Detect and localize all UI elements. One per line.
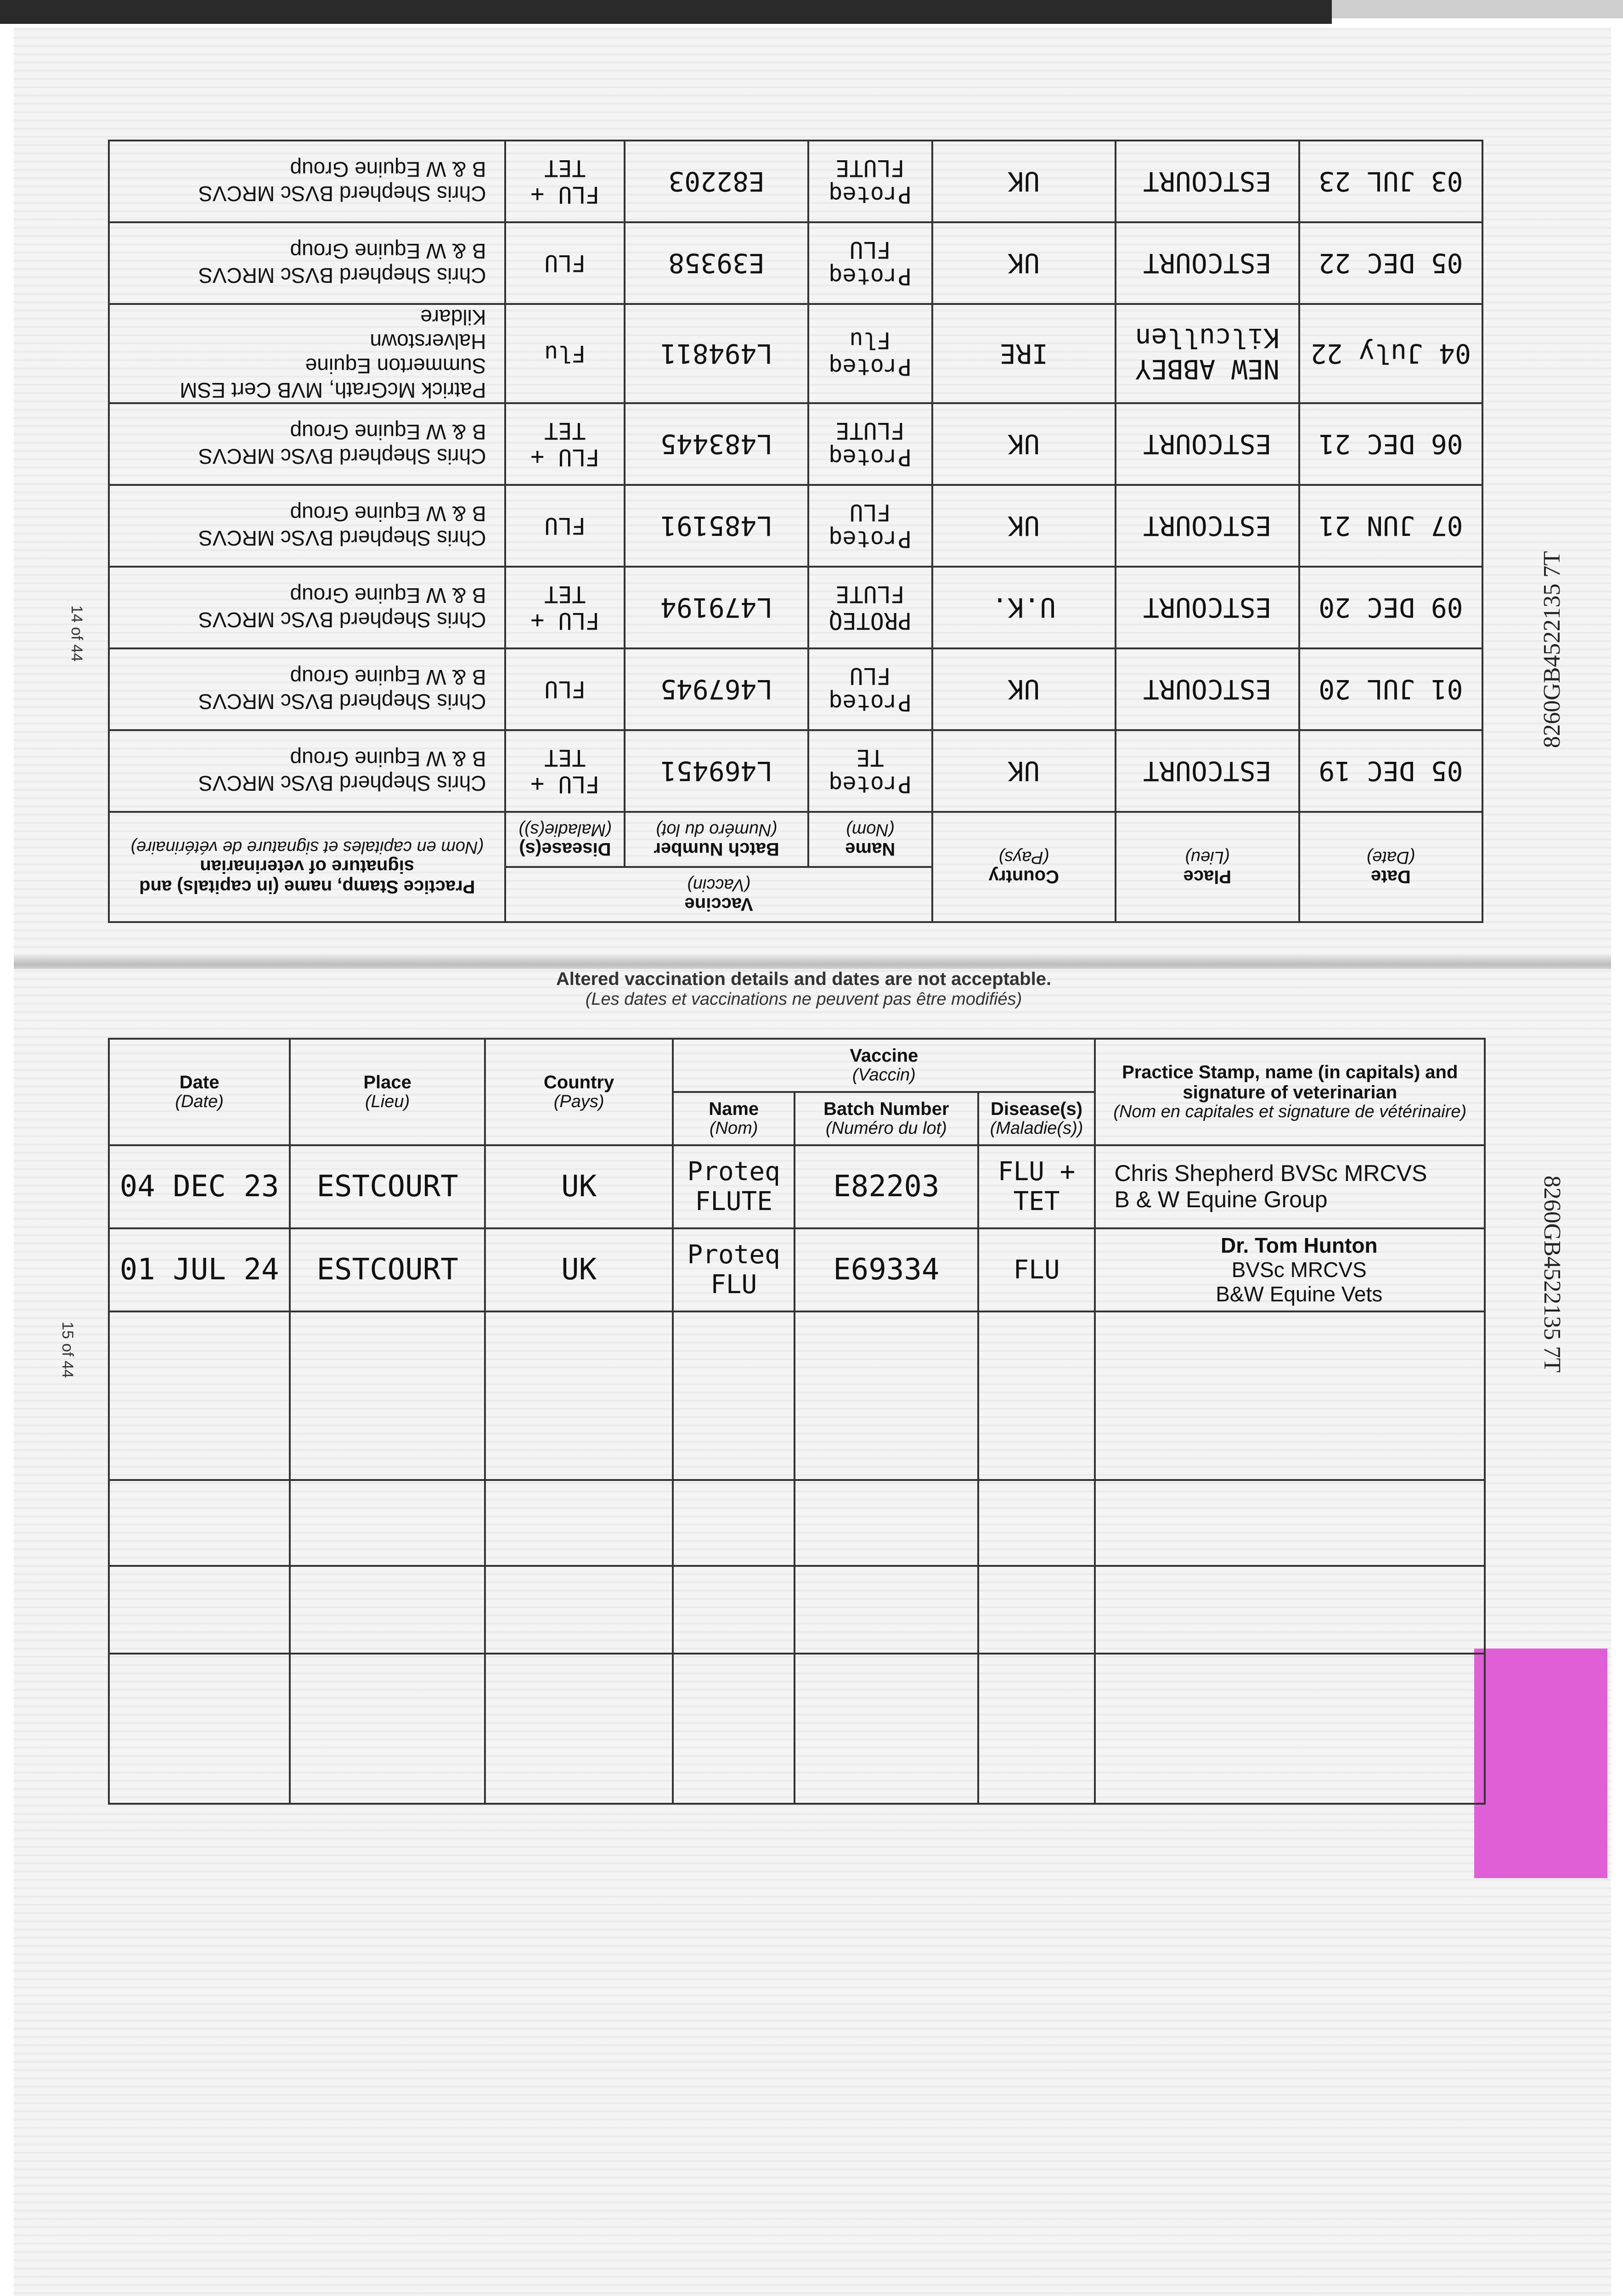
p14-stamp-cell: Chris Shepherd BVSc MRCVS B & W Equine Group	[109, 222, 505, 304]
table-row	[109, 1566, 1485, 1654]
p15-batch-cell	[795, 1654, 978, 1804]
p14-country-cell: U.K.	[932, 567, 1116, 648]
p14-date-cell: 03 JUL 23	[1299, 141, 1482, 222]
p15-disease-cell	[978, 1566, 1095, 1654]
table-row	[109, 222, 1482, 304]
p15-stamp-cell	[1095, 1228, 1485, 1311]
p14-disease-cell: Flu	[505, 304, 625, 403]
p15-header-date: Date (Date)	[109, 1039, 290, 1145]
p14-disease-cell: FLU	[505, 648, 625, 730]
p15-place-cell	[290, 1654, 485, 1804]
p15-disease-cell	[978, 1311, 1095, 1480]
p14-country-cell: IRE	[932, 304, 1116, 403]
p14-country-cell: UK	[932, 222, 1116, 304]
p14-date-cell: 05 DEC 19	[1299, 730, 1482, 812]
p14-batch-cell: L467945	[625, 648, 808, 730]
p15-stamp-cell	[1095, 1145, 1485, 1228]
p15-batch-cell: E69334	[795, 1228, 978, 1311]
table-row	[109, 1311, 1485, 1480]
p14-date-cell: 05 DEC 22	[1299, 222, 1482, 304]
p15-disease-cell	[978, 1654, 1095, 1804]
p15-batch-cell	[795, 1480, 978, 1565]
p14-header-country: Country (Pays)	[932, 812, 1116, 922]
p15-date-cell	[109, 1480, 290, 1565]
page14-number: 14 of 44	[68, 605, 85, 662]
p15-name-cell: Proteq FLUTE	[673, 1145, 795, 1228]
p14-disease-cell: FLU	[505, 222, 625, 304]
p15-country-cell	[485, 1480, 673, 1565]
p15-batch-cell: E82203	[795, 1145, 978, 1228]
p14-batch-cell: L479194	[625, 567, 808, 648]
p15-name-cell	[673, 1654, 795, 1804]
p14-place-cell: ESTCOURT	[1116, 567, 1299, 648]
p14-batch-cell: L469451	[625, 730, 808, 812]
table-row	[109, 403, 1482, 485]
p14-name-cell: PROTEQ FLUTE	[808, 567, 932, 648]
p15-stamp-cell	[1095, 1311, 1485, 1480]
p15-disease-cell: FLU	[978, 1228, 1095, 1311]
p14-disease-cell: FLU + TET	[505, 730, 625, 812]
p15-place-cell	[290, 1566, 485, 1654]
p14-disease-cell: FLU + TET	[505, 141, 625, 222]
p14-stamp-cell: Chris Shepherd BVSc MRCVS B & W Equine Group	[109, 403, 505, 485]
table-row	[109, 1228, 1485, 1311]
stamp-line: Chris Shepherd BVSc MRCVS	[1114, 1160, 1427, 1186]
p15-name-cell	[673, 1311, 795, 1480]
p15-disease-cell	[978, 1480, 1095, 1565]
notice-fr: (Les dates et vaccinations ne peuvent pas être modifiés)	[585, 990, 1022, 1009]
p15-country-cell	[485, 1654, 673, 1804]
p14-header-name: Name (Nom)	[808, 812, 932, 867]
page15-vaccination-table	[108, 1038, 1486, 1805]
p14-name-cell: Proteq FLUTE	[808, 141, 932, 222]
table-row	[109, 567, 1482, 648]
p14-date-cell: 06 DEC 21	[1299, 403, 1482, 485]
p14-place-cell: ESTCOURT	[1116, 403, 1299, 485]
p14-name-cell: Proteq FLUTE	[808, 403, 932, 485]
p14-place-cell: ESTCOURT	[1116, 648, 1299, 730]
p14-country-cell: UK	[932, 485, 1116, 567]
p14-stamp-cell: Chris Shepherd BVSc MRCVS B & W Equine Group	[109, 567, 505, 648]
p15-date-cell	[109, 1311, 290, 1480]
alteration-notice	[459, 969, 1148, 1009]
p15-header-name: Name (Nom)	[673, 1092, 795, 1145]
page15-number: 15 of 44	[58, 1322, 76, 1378]
p14-country-cell: UK	[932, 730, 1116, 812]
p14-disease-cell: FLU + TET	[505, 403, 625, 485]
p14-header-date: Date (Date)	[1299, 812, 1482, 922]
p15-date-cell	[109, 1654, 290, 1804]
p14-header-disease: Disease(s) (Maladie(s))	[505, 812, 625, 867]
p14-batch-cell: E39358	[625, 222, 808, 304]
p15-header-country: Country (Pays)	[485, 1039, 673, 1145]
p15-country-cell: UK	[485, 1228, 673, 1311]
p14-batch-cell: L494811	[625, 304, 808, 403]
p15-header-batch: Batch Number (Numéro du lot)	[795, 1092, 978, 1145]
page15-serial: 8260GB4522135 7T	[1539, 1176, 1565, 1373]
p14-batch-cell: L483445	[625, 403, 808, 485]
page14-serial: 8260GB4522135 7T	[1539, 551, 1565, 748]
table-row	[109, 485, 1482, 567]
page14-vaccination-table	[108, 140, 1483, 923]
p14-stamp-cell: Chris Shepherd BVSc MRCVS B & W Equine Group	[109, 648, 505, 730]
table-row	[109, 304, 1482, 403]
p14-batch-cell: E82203	[625, 141, 808, 222]
p15-header-place: Place (Lieu)	[290, 1039, 485, 1145]
p14-disease-cell: FLU	[505, 485, 625, 567]
p14-header-batch: Batch Number (Numéro du lot)	[625, 812, 808, 867]
page14-rotated-block	[108, 156, 1483, 923]
p15-stamp-cell	[1095, 1566, 1485, 1654]
p15-date-cell	[109, 1566, 290, 1654]
scanner-top-edge	[0, 0, 1623, 18]
p15-disease-cell: FLU + TET	[978, 1145, 1095, 1228]
p14-place-cell: ESTCOURT	[1116, 141, 1299, 222]
p14-stamp-cell: Chris Shepherd BVSc MRCVS B & W Equine Group	[109, 485, 505, 567]
p15-country-cell	[485, 1566, 673, 1654]
p14-date-cell: 07 JUN 21	[1299, 485, 1482, 567]
stamp-line: B&W Equine Vets	[1216, 1282, 1383, 1306]
p14-country-cell: UK	[932, 648, 1116, 730]
table-row	[109, 1654, 1485, 1804]
p15-place-cell: ESTCOURT	[290, 1145, 485, 1228]
notice-en: Altered vaccination details and dates are not acceptable.	[556, 969, 1052, 989]
p14-place-cell: ESTCOURT	[1116, 730, 1299, 812]
stamp-line: Dr. Tom Hunton	[1220, 1233, 1378, 1257]
p15-place-cell	[290, 1480, 485, 1565]
p14-name-cell: Proteq TE	[808, 730, 932, 812]
p15-date-cell: 04 DEC 23	[109, 1145, 290, 1228]
p15-date-cell: 01 JUL 24	[109, 1228, 290, 1311]
p15-country-cell: UK	[485, 1145, 673, 1228]
p14-stamp-cell: Chris Shepherd BVSc MRCVS B & W Equine Group	[109, 141, 505, 222]
p14-date-cell: 04 July 22	[1299, 304, 1482, 403]
p14-name-cell: Proteq Flu	[808, 304, 932, 403]
p14-header-stamp: Practice Stamp, name (in capitals) and signature of veterinarian (Nom en capitales et signature de vétérinaire)	[109, 812, 505, 922]
p15-name-cell: Proteq FLU	[673, 1228, 795, 1311]
p14-country-cell: UK	[932, 403, 1116, 485]
p15-stamp-cell	[1095, 1654, 1485, 1804]
pink-sticky-tab	[1474, 1649, 1607, 1878]
p15-header-vaccine: Vaccine (Vaccin)	[673, 1039, 1095, 1092]
p14-disease-cell: FLU + TET	[505, 567, 625, 648]
stamp-line: B & W Equine Group	[1114, 1187, 1328, 1213]
p14-place-cell: NEW ABBEY Kilcullen	[1116, 304, 1299, 403]
p14-name-cell: Proteq FLU	[808, 222, 932, 304]
p14-header-vaccine: Vaccine (Vaccin)	[505, 867, 932, 922]
table-row	[109, 1145, 1485, 1228]
p15-name-cell	[673, 1566, 795, 1654]
p15-name-cell	[673, 1480, 795, 1565]
table-row	[109, 730, 1482, 812]
p14-batch-cell: L485191	[625, 485, 808, 567]
p14-name-cell: Proteq FLU	[808, 648, 932, 730]
p15-batch-cell	[795, 1566, 978, 1654]
p14-country-cell: UK	[932, 141, 1116, 222]
p15-header-disease: Disease(s) (Maladie(s))	[978, 1092, 1095, 1145]
p14-place-cell: ESTCOURT	[1116, 222, 1299, 304]
p14-date-cell: 09 DEC 20	[1299, 567, 1482, 648]
p14-date-cell: 01 JUL 20	[1299, 648, 1482, 730]
p14-stamp-cell: Patrick McGrath, MVB Cert ESM Summerton Equine Halverstown Kildare	[109, 304, 505, 403]
p15-stamp-cell	[1095, 1480, 1485, 1565]
p14-stamp-cell: Chris Shepherd BVSc MRCVS B & W Equine Group	[109, 730, 505, 812]
p15-place-cell	[290, 1311, 485, 1480]
p14-header-place: Place (Lieu)	[1116, 812, 1299, 922]
p14-place-cell: ESTCOURT	[1116, 485, 1299, 567]
p15-header-stamp: Practice Stamp, name (in capitals) and signature of veterinarian (Nom en capitales et signature de vétérinaire)	[1095, 1039, 1485, 1145]
p15-country-cell	[485, 1311, 673, 1480]
table-row	[109, 1480, 1485, 1565]
p14-name-cell: Proteq FLU	[808, 485, 932, 567]
stamp-line: BVSc MRCVS	[1231, 1257, 1367, 1282]
p15-batch-cell	[795, 1311, 978, 1480]
table-row	[109, 141, 1482, 222]
table-row	[109, 648, 1482, 730]
p15-place-cell: ESTCOURT	[290, 1228, 485, 1311]
